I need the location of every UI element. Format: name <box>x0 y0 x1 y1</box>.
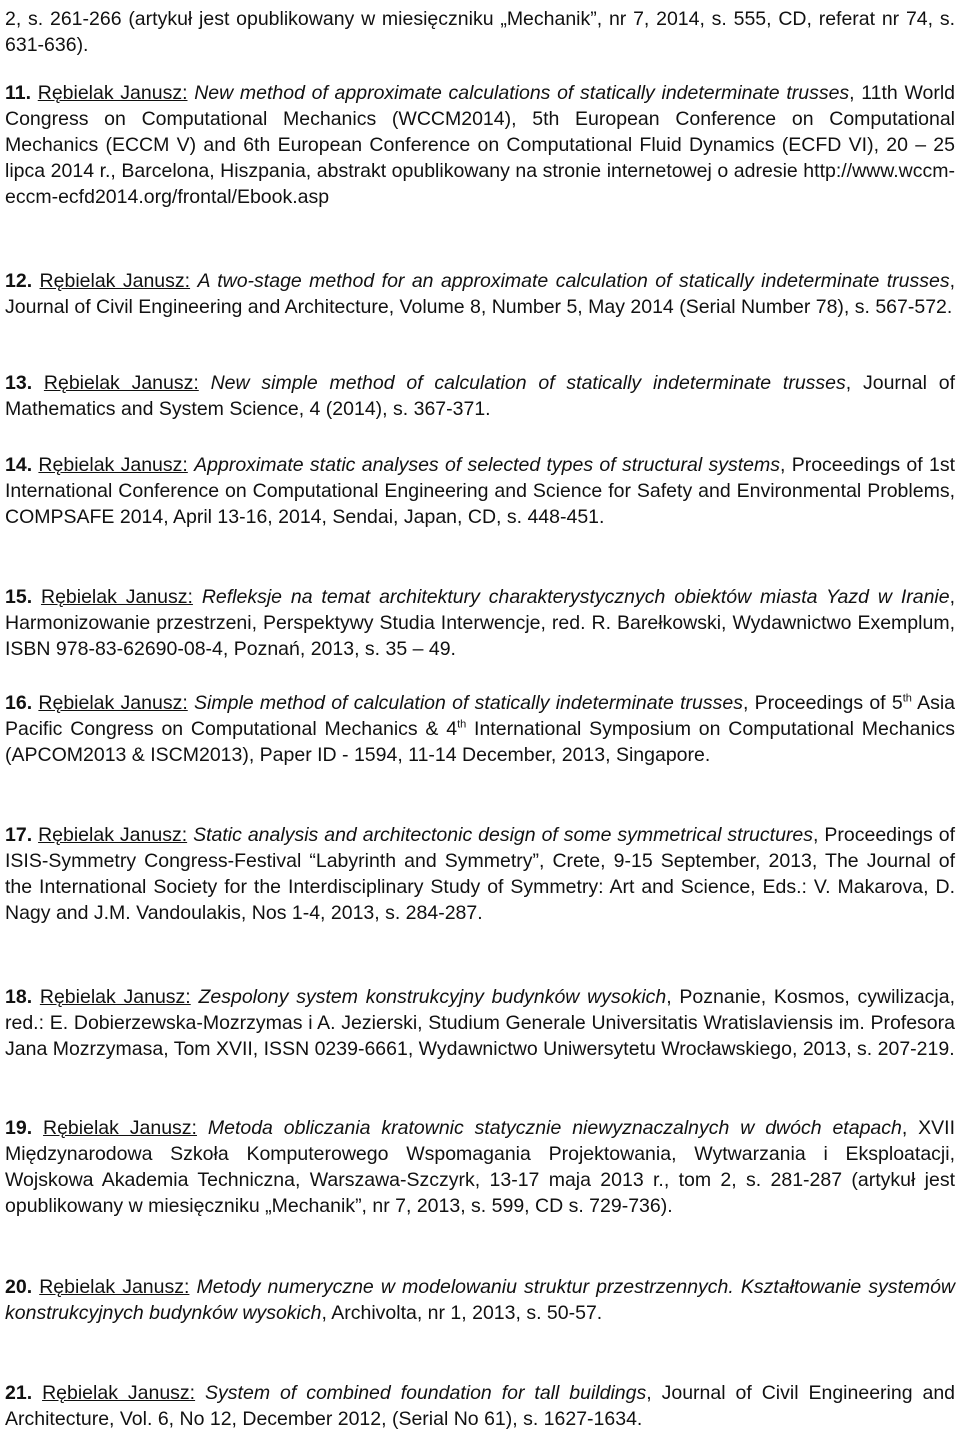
entry-15 <box>5 584 955 662</box>
entry-details: , Harmonizowanie przestrzeni, Perspektywy Studia Interwencje, red. R. Barełkowski, Wydawnictwo Exemplum, ISBN 978-83-62690-08-4, Poznań, 2013, s. 35 – 49. <box>5 586 956 660</box>
entry-author: Rębielak Janusz: <box>38 692 188 714</box>
ordinal-suffix: th <box>457 718 467 731</box>
entry-19 <box>5 1115 955 1219</box>
entry-number: 20. <box>5 1276 33 1298</box>
entry-21 <box>5 1380 955 1432</box>
entry-title: Static analysis and architectonic design of some symmetrical structures <box>193 824 814 846</box>
entry-12 <box>5 268 955 320</box>
entry-number: 14. <box>5 454 33 476</box>
entry-details: International Symposium on Computational Mechanics (APCOM2013 & ISCM2013), Paper ID - 1594, 11-14 December, 2013, Singapore. <box>5 718 955 766</box>
entry-title: System of combined foundation for tall buildings <box>205 1382 647 1404</box>
entry-14 <box>5 452 955 530</box>
entry-details: , Journal of Civil Engineering and Architecture, Volume 8, Number 5, May 2014 (Serial Number 78), s. 567-572. <box>5 270 956 318</box>
entry-title: Metody numeryczne w modelowaniu struktur przestrzennych. Kształtowanie systemów konstrukcyjnych budynków wysokich <box>5 1276 956 1324</box>
entry-details: , Journal of Civil Engineering and Architecture, Vol. 6, No 12, December 2012, (Serial No 61), s. 1627-1634. <box>5 1382 956 1430</box>
entry-text: 2, s. 261-266 (artykuł jest opublikowany w miesięczniku „Mechanik”, nr 7, 2014, s. 555, CD, referat nr 74, s. 631-636). <box>5 8 955 56</box>
entry-author: Rębielak Janusz: <box>40 586 193 608</box>
entry-author: Rębielak Janusz: <box>39 1276 190 1298</box>
entry-number: 19. <box>5 1117 33 1139</box>
entry-title: New method of approximate calculations of statically indeterminate trusses <box>194 82 850 104</box>
entry-details: , XVII Międzynarodowa Szkoła Komputerowego Wspomagania Projektowania, Wytwarzania i Eksploatacji, Wojskowa Akademia Techniczna, Warszawa-Szczyrk, 13-17 maja 2013 r., tom 2, s. 281-287 (artykuł jest opublikowany w miesięczniku „Mechanik”, nr 7, 2013, s. 599, CD s. 729-736). <box>5 1117 956 1217</box>
entry-title: Simple method of calculation of statically indeterminate trusses <box>194 692 743 714</box>
entry-details: , Journal of Mathematics and System Science, 4 (2014), s. 367-371. <box>5 372 955 420</box>
entry-number: 16. <box>5 692 33 714</box>
entry-author: Rębielak Janusz: <box>38 454 188 476</box>
entry-title: Refleksje na temat architektury charakterystycznych obiektów miasta Yazd w Iranie <box>201 586 950 608</box>
entry-number: 17. <box>5 824 33 846</box>
entry-number: 15. <box>5 586 33 608</box>
ordinal-suffix: th <box>902 692 912 705</box>
entry-details: , Archivolta, nr 1, 2013, s. 50-57. <box>321 1302 603 1324</box>
entry-title: Zespolony system konstrukcyjny budynków wysokich <box>198 986 667 1008</box>
entry-author: Rębielak Janusz: <box>38 824 188 846</box>
entry-details: , 11th World Congress on Computational Mechanics (WCCM2014), 5th European Conference on Computational Mechanics (ECCM V) and 6th European Conference on Computational Fluid Dynamics (ECFD VI), 20 – 25 lipca 2014 r., Barcelona, Hiszpania, abstrakt opublikowany na stronie internetowej o adresie http://www.wccm-eccm-ecfd2014.org/frontal/Ebook.asp <box>5 82 956 208</box>
entry-author: Rębielak Janusz: <box>37 82 188 104</box>
entry-number: 21. <box>5 1382 33 1404</box>
entry-title: Metoda obliczania kratownic statycznie niewyznaczalnych w dwóch etapach <box>207 1117 902 1139</box>
entry-title: Approximate static analyses of selected types of structural systems <box>194 454 780 476</box>
entry-17 <box>5 822 955 926</box>
entry-author: Rębielak Janusz: <box>43 1117 197 1139</box>
entry-details: , Proceedings of ISIS-Symmetry Congress-Festival “Labyrinth and Symmetry”, Crete, 9-15 September, 2013, The Journal of the International Society for the Interdisciplinary Study of Symmetry: Art and Science, Eds.: V. Makarova, D. Nagy and J.M. Vandoulakis, Nos 1-4, 2013, s. 284-287. <box>5 824 956 924</box>
entry-title: A two-stage method for an approximate calculation of statically indeterminate trusses <box>197 270 950 292</box>
entry-number: 12. <box>5 270 33 292</box>
entry-author: Rębielak Janusz: <box>39 270 191 292</box>
entry-number: 11. <box>5 82 32 104</box>
entry-16 <box>5 690 955 768</box>
entry-details: , Poznanie, Kosmos, cywilizacja, red.: E. Dobierzewska-Mozrzymas i A. Jezierski, Studium Generale Universitatis Wratislaviensis im. Profesora Jana Mozrzymasa, Tom XVII, ISSN 0239-6661, Wydawnictwo Uniwersytetu Wrocławskiego, 2013, s. 207-219. <box>5 986 956 1060</box>
entry-11 <box>5 80 955 210</box>
entry-details: , Proceedings of 1st International Conference on Computational Engineering and Science for Safety and Environmental Problems, COMPSAFE 2014, April 13-16, 2014, Sendai, Japan, CD, s. 448-451. <box>5 454 955 528</box>
entry-18 <box>5 984 955 1062</box>
entry-number: 13. <box>5 372 33 394</box>
entry-20 <box>5 1274 955 1326</box>
entry-details: Asia Pacific Congress on Computational Mechanics & 4 <box>5 692 956 740</box>
entry-details: , Proceedings of 5 <box>742 692 903 714</box>
entry-title: New simple method of calculation of statically indeterminate trusses <box>210 372 846 394</box>
entry-13 <box>5 370 955 422</box>
entry-author: Rębielak Janusz: <box>39 986 191 1008</box>
entry-10-continuation <box>5 6 955 58</box>
entry-author: Rębielak Janusz: <box>43 372 199 394</box>
entry-author: Rębielak Janusz: <box>42 1382 196 1404</box>
entry-number: 18. <box>5 986 33 1008</box>
